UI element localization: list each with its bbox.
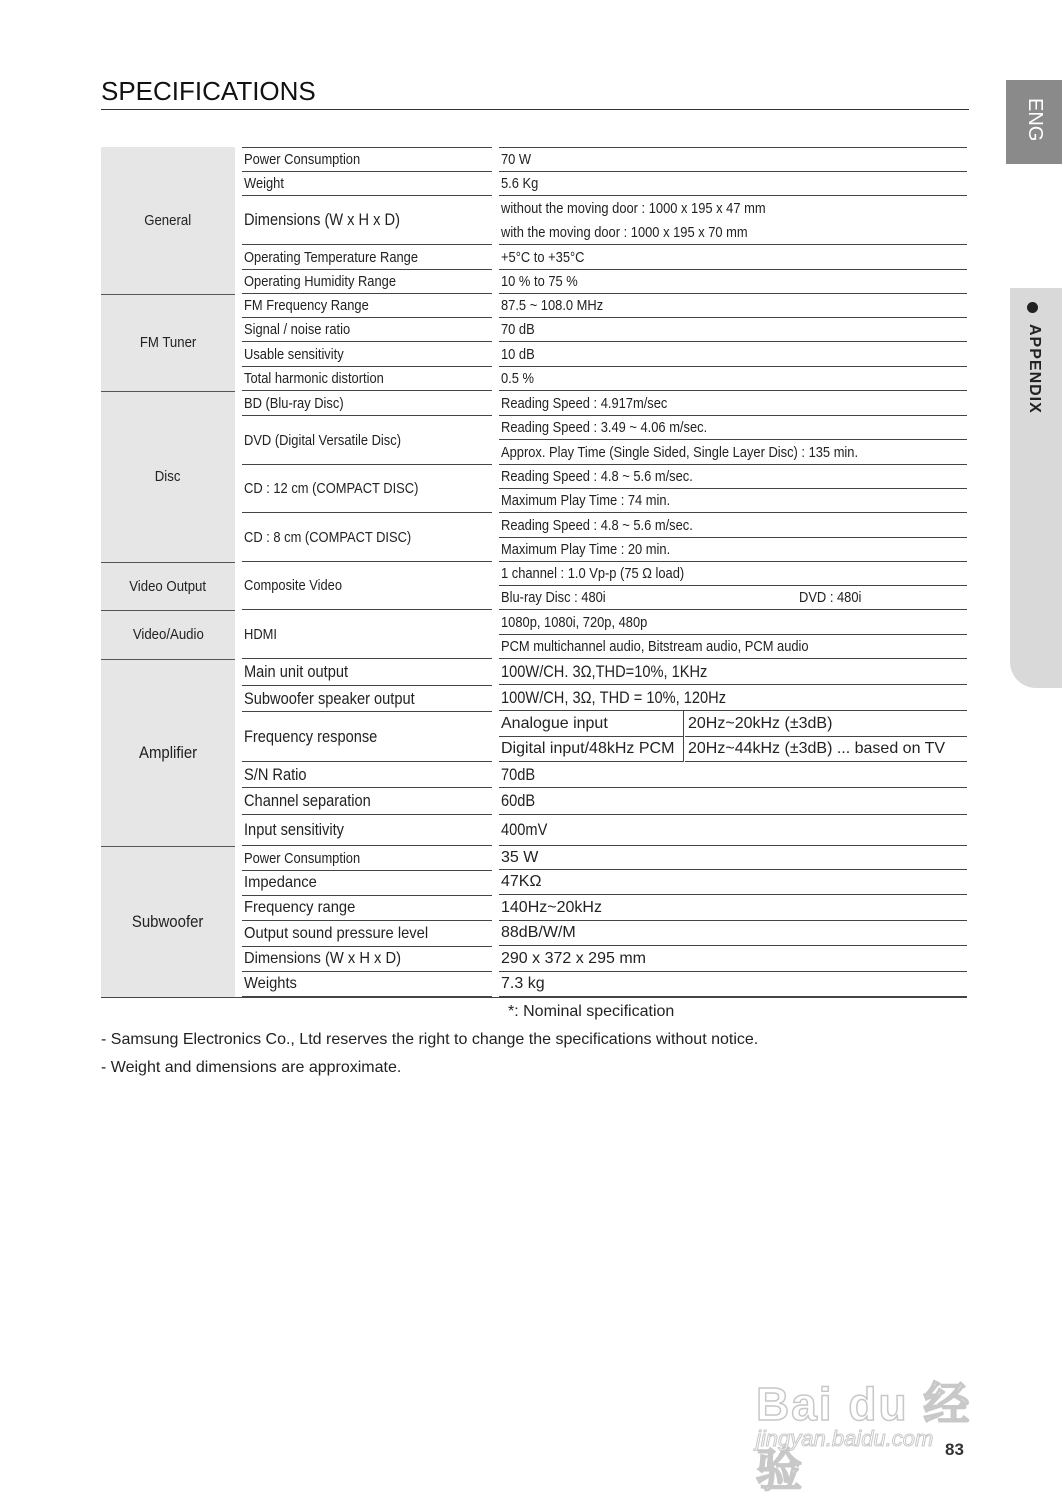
section-tab-label: APPENDIX <box>1026 324 1043 414</box>
table-row-value: Reading Speed : 4.8 ~ 5.6 m/sec. <box>499 465 967 489</box>
table-row-label: CD : 8 cm (COMPACT DISC) <box>242 513 492 562</box>
table-row-label: Total harmonic distortion <box>242 367 492 391</box>
table-row-label: Main unit output <box>242 659 492 686</box>
table-row-label: Usable sensitivity <box>242 342 492 367</box>
lang-tab-label: ENG <box>1024 98 1046 142</box>
page-number: 83 <box>945 1440 964 1459</box>
table-row-value: Analogue input <box>499 711 683 737</box>
table-row-label: Weight <box>242 172 492 196</box>
table-row-value: 70 dB <box>499 318 967 342</box>
table-row-label: Power Consumption <box>242 147 492 172</box>
table-row-value: 70 W <box>499 147 967 172</box>
table-row-value: 20Hz~44kHz (±3dB) ... based on TV <box>685 737 967 762</box>
table-row-value: 47KΩ <box>499 870 967 895</box>
table-row-label: Dimensions (W x H x D) <box>242 196 492 245</box>
table-row-label: Dimensions (W x H x D) <box>242 947 492 972</box>
table-row-label: Operating Humidity Range <box>242 270 492 294</box>
table-row-label: Channel separation <box>242 788 492 815</box>
table-row-value: 7.3 kg <box>499 972 967 997</box>
section-tab <box>1010 288 1062 688</box>
watermark-url: jingyan.baidu.com <box>756 1426 934 1451</box>
table-row-value: 400mV <box>499 815 967 846</box>
bullet-icon <box>1027 302 1038 313</box>
table-row-label: FM Frequency Range <box>242 294 492 318</box>
table-row-value: Maximum Play Time : 20 min. <box>499 538 967 562</box>
table-row-label: Power Consumption <box>242 846 492 871</box>
category-video-audio: Video/Audio <box>101 610 235 659</box>
table-row-label: Weights <box>242 972 492 997</box>
page-title: SPECIFICATIONS <box>101 76 316 106</box>
table-row-value: 1 channel : 1.0 Vp-p (75 Ω load) <box>499 562 967 586</box>
table-row-value: 0.5 % <box>499 367 967 391</box>
table-row-value: 140Hz~20kHz <box>499 895 967 921</box>
table-row-label: Frequency range <box>242 896 492 921</box>
table-row-value: PCM multichannel audio, Bitstream audio, PCM audio <box>499 635 967 659</box>
table-row-value: 10 % to 75 % <box>499 270 967 294</box>
table-row-value: Maximum Play Time : 74 min. <box>499 489 967 513</box>
title-rule <box>101 109 969 110</box>
table-row-label: S/N Ratio <box>242 762 492 788</box>
table-row-label: Output sound pressure level <box>242 921 492 947</box>
category-video-output: Video Output <box>101 562 235 610</box>
table-row-label: Frequency response <box>242 712 492 762</box>
category-general: General <box>101 147 235 294</box>
table-row-value: 5.6 Kg <box>499 172 967 196</box>
table-row-value: 87.5 ~ 108.0 MHz <box>499 294 967 318</box>
table-row-value: 20Hz~20kHz (±3dB) <box>685 711 967 737</box>
watermark-brand: Bai du 经验 <box>756 1378 972 1496</box>
table-row-label: Operating Temperature Range <box>242 245 492 270</box>
table-row-value: 35 W <box>499 846 967 870</box>
table-row-label: Composite Video <box>242 562 492 610</box>
table-row-label: Impedance <box>242 871 492 896</box>
table-row-label: Input sensitivity <box>242 815 492 846</box>
table-row-value: 1080p, 1080i, 720p, 480p <box>499 610 967 635</box>
table-row-label: CD : 12 cm (COMPACT DISC) <box>242 465 492 513</box>
table-row-value: 60dB <box>499 788 967 815</box>
table-row-value: Digital input/48kHz PCM <box>499 737 683 762</box>
category-amplifier: Amplifier <box>101 659 235 846</box>
table-row-value: 88dB/W/M <box>499 921 967 946</box>
table-row-value: 100W/CH, 3Ω, THD = 10%, 120Hz <box>499 685 967 711</box>
table-row-label: BD (Blu-ray Disc) <box>242 391 492 416</box>
table-row-value: without the moving door : 1000 x 195 x 47 mm <box>501 199 766 217</box>
table-row-value: Approx. Play Time (Single Sided, Single Layer Disc) : 135 min. <box>499 440 967 465</box>
table-row-value: 100W/CH. 3Ω,THD=10%, 1KHz <box>499 659 967 685</box>
table-row-value: Blu-ray Disc : 480i DVD : 480i <box>499 586 967 610</box>
table-row-label: HDMI <box>242 610 492 659</box>
category-subwoofer: Subwoofer <box>101 846 235 997</box>
disclaimer-note: - Samsung Electronics Co., Ltd reserves the right to change the specifications without notice. <box>101 1031 759 1048</box>
approximate-note: - Weight and dimensions are approximate. <box>101 1059 402 1076</box>
table-row-value: Reading Speed : 4.8 ~ 5.6 m/sec. <box>499 513 967 538</box>
category-fm-tuner: FM Tuner <box>101 294 235 391</box>
category-disc: Disc <box>101 391 235 562</box>
table-row-value: 10 dB <box>499 342 967 367</box>
nominal-note: *: Nominal specification <box>508 1003 675 1020</box>
table-row-label: Subwoofer speaker output <box>242 686 492 712</box>
table-row-value: Reading Speed : 4.917m/sec <box>499 391 967 416</box>
table-row-value: Reading Speed : 3.49 ~ 4.06 m/sec. <box>499 416 967 440</box>
table-row-label: DVD (Digital Versatile Disc) <box>242 416 492 465</box>
table-row-value: 290 x 372 x 295 mm <box>499 946 967 972</box>
table-row-label: Signal / noise ratio <box>242 318 492 342</box>
table-row-value: 70dB <box>499 762 967 788</box>
table-row-value: +5°C to +35°C <box>499 245 967 270</box>
lang-tab <box>1006 80 1062 164</box>
table-row-value: with the moving door : 1000 x 195 x 70 mm <box>499 220 967 245</box>
